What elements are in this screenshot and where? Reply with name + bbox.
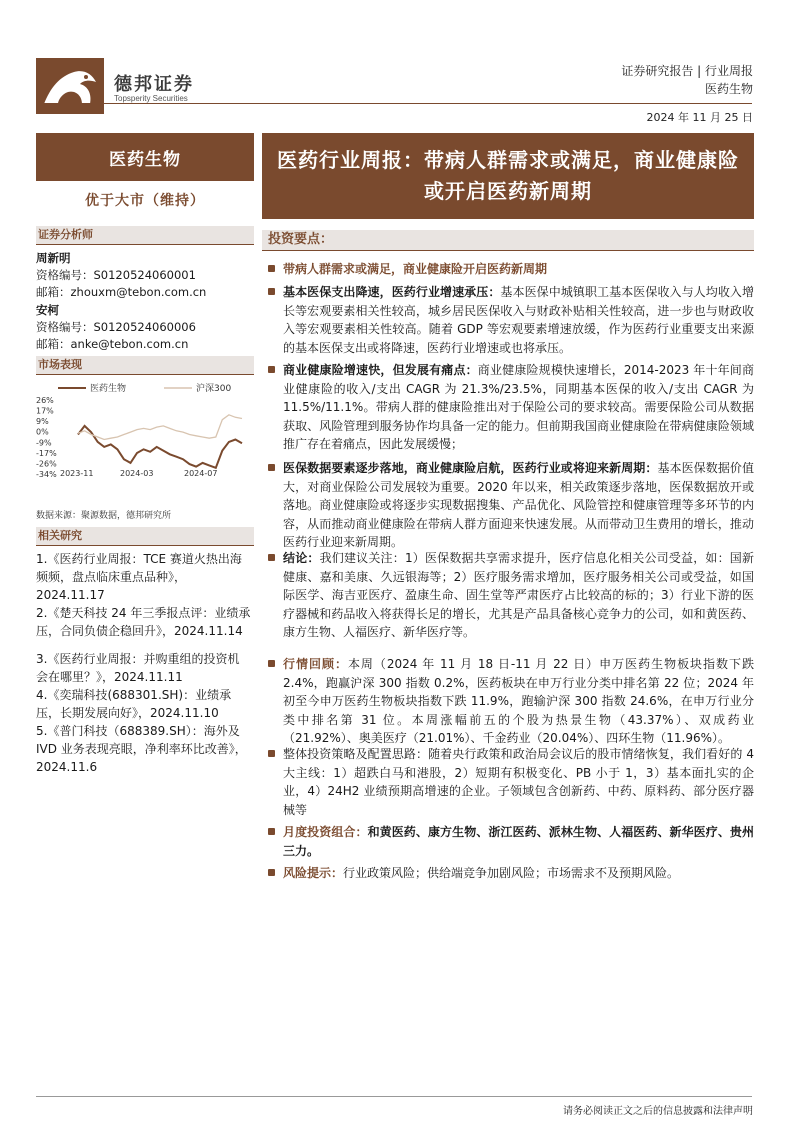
y-tick-label: 26% xyxy=(36,396,54,405)
point-text: 基本医保中城镇职工基本医保收入与人均收入增长等宏观要素相关性较高，城乡居民医保收入与财政补贴相关性较高，进一步也与财政收入等宏观要素相关性较高。随着 GDP 等宏观要素增速放缓，作为医药行业重要支出来源的基本医保支出或将降速，医药行业增速或也将承压。 xyxy=(283,285,754,355)
y-tick-label: 9% xyxy=(36,417,49,427)
y-tick-label: -34% xyxy=(36,470,57,479)
analyst-email[interactable]: 邮箱：zhouxm@tebon.com.cn xyxy=(36,285,207,299)
point-title: 风险提示： xyxy=(283,866,344,880)
bullet-icon xyxy=(268,554,275,561)
point-title: 医保数据要素逐步落地，商业健康险启航，医药行业或将迎来新周期： xyxy=(283,461,658,475)
point-title: 商业健康险增速快，但发展有痛点： xyxy=(283,363,478,377)
sub-headline: 带病人群需求或满足，商业健康险开启医药新周期 xyxy=(268,260,754,279)
series-line-2 xyxy=(78,415,242,440)
section-divider xyxy=(36,545,254,546)
related-report-item[interactable]: 5.《普门科技（688389.SH）：海外及 IVD 业务表现亮眼，净利率环比改善》，2024.11.6 xyxy=(36,724,247,774)
related-report-item[interactable]: 1.《医药行业周报：TCE 赛道火热出海频频，盘点临床重点品种》，2024.11.17 xyxy=(36,552,242,602)
related-report-item[interactable]: 2.《楚天科技 24 年三季报点评：业绩承压，合同负债企稳回升》，2024.11.14 xyxy=(36,606,251,638)
point-paragraph xyxy=(268,283,754,357)
point-paragraph xyxy=(268,864,754,883)
related-section-head: 相关研究 xyxy=(36,527,254,545)
analyst-email[interactable]: 邮箱：anke@tebon.com.cn xyxy=(36,337,189,351)
brand-name: 德邦证券 xyxy=(114,74,194,95)
point-paragraph xyxy=(268,361,754,454)
analyst-name: 安柯 xyxy=(36,303,59,317)
footer-disclaimer: 请务必阅读正文之后的信息披露和法律声明 xyxy=(563,1106,753,1117)
sector-band: 医药生物 xyxy=(36,133,254,181)
point-text: 整体投资策略及配置思路：随着央行政策和政治局会议后的股市情绪恢复，我们看好的 4 大主线：1）超跌白马和港股，2）短期有积极变化、PB 小于 1，3）基本面扎实的企业，4）24H2 业绩预期高增速的企业。子领域包含创新药、中药、原料药、部分医疗器械等 xyxy=(283,747,754,817)
point-title: 结论： xyxy=(283,551,320,565)
rating: 优于大市（维持） xyxy=(85,193,205,209)
report-date: 2024 年 11 月 25 日 xyxy=(646,111,753,124)
section-divider xyxy=(36,244,254,245)
header-divider xyxy=(36,103,752,104)
bullet-icon xyxy=(268,660,275,667)
point-text: 和黄医药、康方生物、浙江医药、派林生物、人福医药、新华医疗、贵州三力。 xyxy=(283,825,754,858)
x-tick-label: 2023-11 xyxy=(60,469,94,478)
point-title: 基本医保支出降速，医药行业增速承压： xyxy=(283,285,501,299)
y-tick-label: -17% xyxy=(36,448,57,458)
bullet-icon xyxy=(268,464,275,471)
bullet-icon xyxy=(268,288,275,295)
bullet-icon xyxy=(268,750,275,757)
related-report-item[interactable]: 3.《医药行业周报：并购重组的投资机会在哪里？》，2024.11.11 xyxy=(36,652,240,684)
footer-divider xyxy=(36,1096,752,1097)
point-paragraph xyxy=(268,655,754,748)
brand-logo-icon xyxy=(36,58,104,114)
point-title: 月度投资组合： xyxy=(283,825,368,839)
bullet-icon xyxy=(268,265,275,272)
point-paragraph xyxy=(268,459,754,552)
chart-source-note: 数据来源：聚源数据，德邦研究所 xyxy=(36,511,172,521)
point-title: 行情回顾： xyxy=(283,657,348,671)
point-text: 商业健康险规模快速增长，2014-2023 年十年间商业健康险的收入/支出 CAGR 为 21.3%/23.5%，同期基本医保的收入/支出 CAGR 为 11.5%/11.1%。带病人群的健康险推出对于保险公司的要求较高。需要保险公司从数据获取、风险管理到服务协作均具备一定的能力。但前期我国商业健康险在带病健康险领域推广存在着痛点，因此发展缓慢； xyxy=(283,363,754,452)
key-points-head: 投资要点： xyxy=(262,230,754,250)
y-tick-label: -9% xyxy=(36,438,52,448)
point-text: 基本医保数据价值大，对商业保险公司发展较为重要。2020 年以来，相关政策逐步落地，医保数据放开或落地。商业健康险或将逐步实现数据搜集、产品优化、风险管控和健康管理等多环节的内容，从而推动商业健康险在带病人群方面迎来快速发展。从而带动卫生费用的增长，推动医药行业迎来新周期。 xyxy=(283,461,754,550)
market-performance-chart xyxy=(36,380,254,492)
point-paragraph xyxy=(268,549,754,642)
legend-series-1: 医药生物 xyxy=(90,384,127,394)
point-text: 我们建议关注：1）医保数据共享需求提升，医疗信息化相关公司受益，如：国新健康、嘉和美康、久远银海等；2）医疗服务需求增加，医疗服务相关公司或受益，如国际医学、海吉亚医疗、盈康生命、固生堂等严肃医疗占比较高的标的；3）行业下游的医疗器械和药品收入将获得长足的增长，尤其是产品具备核心竞争力的公司，如和黄医药、康方生物、人福医疗、新华医疗等。 xyxy=(283,551,754,640)
section-divider xyxy=(262,250,754,251)
point-paragraph xyxy=(268,823,754,860)
market-section-head: 市场表现 xyxy=(36,356,254,374)
report-sector: 医药生物 xyxy=(704,82,753,96)
bullet-icon xyxy=(268,366,275,373)
analyst-name: 周新明 xyxy=(36,251,71,265)
legend-series-2: 沪深300 xyxy=(196,384,232,394)
section-divider xyxy=(36,374,254,375)
y-tick-label: 17% xyxy=(36,406,54,416)
report-title: 医药行业周报：带病人群需求或满足，商业健康险或开启医药新周期 xyxy=(262,133,754,219)
analyst-cert: 资格编号：S0120524060006 xyxy=(36,320,196,334)
x-tick-label: 2024-07 xyxy=(184,469,218,478)
x-tick-label: 2024-03 xyxy=(120,469,154,478)
y-tick-label: -26% xyxy=(36,459,57,469)
analyst-cert: 资格编号：S0120524060001 xyxy=(36,268,196,282)
bullet-icon xyxy=(268,869,275,876)
report-type: 证券研究报告 | 行业周报 xyxy=(621,64,753,78)
analyst-section-head: 证券分析师 xyxy=(36,226,254,244)
point-text: 行业政策风险；供给端竞争加剧风险；市场需求不及预期风险。 xyxy=(343,866,680,880)
brand-name-en: Topsperity Securities xyxy=(114,94,188,103)
y-tick-label: 0% xyxy=(36,427,49,437)
related-report-item[interactable]: 4.《奕瑞科技(688301.SH)：业绩承压，长期发展向好》，2024.11.10 xyxy=(36,688,232,720)
point-paragraph xyxy=(268,745,754,819)
bullet-icon xyxy=(268,828,275,835)
point-text: 本周（2024 年 11 月 18 日-11 月 22 日）申万医药生物板块指数下跌 2.4%，跑赢沪深 300 指数 0.2%，医药板块在申万行业分类中排名第 22 位；2024 年初至今申万医药生物板块指数下跌 11.9%，跑输沪深 300 指数 24.6%，在申万行业分类中排名第 31 位。本周涨幅前五的个股为热景生物（43.37%）、双成药业（21.92%）、奥美医疗（21.01%）、千金药业（20.04%）、四环生物（11.96%）。 xyxy=(283,657,754,746)
